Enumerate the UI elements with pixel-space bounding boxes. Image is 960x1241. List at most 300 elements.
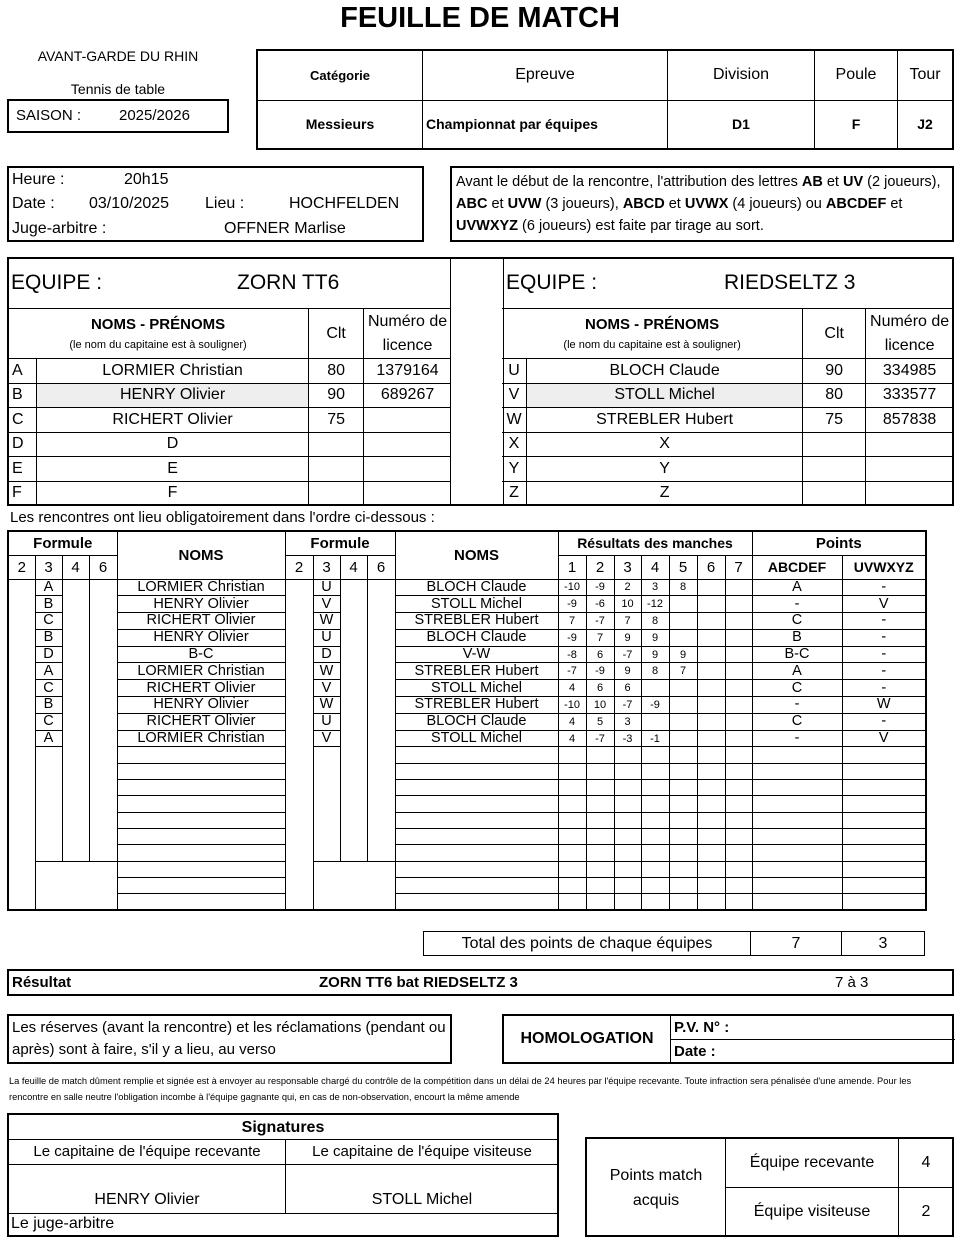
set-score xyxy=(725,861,752,877)
player-clt: 75 xyxy=(309,408,364,433)
set-score xyxy=(669,763,697,779)
set-score: 3 xyxy=(641,579,669,596)
set-score xyxy=(558,828,586,844)
set-score xyxy=(641,845,669,861)
noms-title: NOMS - PRÉNOMS xyxy=(585,316,720,333)
formule-a-cell: B xyxy=(35,629,62,646)
formule-b-cell xyxy=(285,845,313,861)
set-score xyxy=(725,596,752,613)
set-score xyxy=(725,763,752,779)
formule-a-cell xyxy=(62,780,89,796)
formule-b-cell xyxy=(285,579,313,596)
set-score xyxy=(558,845,586,861)
player-b-name xyxy=(395,894,558,910)
set-score: 10 xyxy=(586,697,614,714)
formule-a-cell xyxy=(8,629,35,646)
player-a-name xyxy=(117,796,285,812)
formule-b-cell: D xyxy=(313,646,340,663)
set-score xyxy=(586,894,614,910)
formule-a-cell xyxy=(62,596,89,613)
formule-a-cell xyxy=(8,763,35,779)
set-score: 10 xyxy=(614,596,641,613)
set-score xyxy=(614,747,641,763)
points-b xyxy=(842,845,926,861)
noms-a-header: NOMS xyxy=(117,531,285,579)
set-score xyxy=(669,713,697,730)
formule-b-cell xyxy=(367,697,395,714)
formule-b-cell xyxy=(340,680,367,697)
set-score xyxy=(614,796,641,812)
set-score: 2 xyxy=(614,579,641,596)
homologation-box xyxy=(502,1014,954,1064)
formule-b-cell: V xyxy=(313,730,340,747)
player-row xyxy=(8,457,451,482)
noms-header xyxy=(8,309,309,359)
set-col: 1 xyxy=(558,555,586,579)
set-score: 4 xyxy=(558,730,586,747)
note-bold: UVW xyxy=(507,196,542,212)
heure-value: 20h15 xyxy=(124,171,169,188)
formule-b-cell xyxy=(285,663,313,680)
formule-b-cell xyxy=(285,713,313,730)
formule-a-cell xyxy=(89,861,117,877)
player-licence xyxy=(364,408,451,433)
player-b-name: STREBLER Hubert xyxy=(395,697,558,714)
noms-title: NOMS - PRÉNOMS xyxy=(90,316,226,333)
points-b xyxy=(842,780,926,796)
set-score: 9 xyxy=(614,629,641,646)
match-row xyxy=(8,861,926,877)
team-b-name: RIEDSELTZ 3 xyxy=(724,271,856,294)
set-score: 4 xyxy=(558,713,586,730)
player-a-name xyxy=(117,877,285,893)
formule-b-cell xyxy=(285,877,313,893)
points-match-label-1: Points match xyxy=(609,1167,703,1184)
formule-a-cell xyxy=(62,697,89,714)
points-b: - xyxy=(842,629,926,646)
home-points: 4 xyxy=(898,1139,953,1188)
match-row xyxy=(8,613,926,630)
formule-a-col: 2 xyxy=(8,555,35,579)
set-score xyxy=(725,646,752,663)
licence-title-1: Numéro de xyxy=(367,312,448,330)
set-score xyxy=(669,629,697,646)
set-score xyxy=(558,894,586,910)
points-a: - xyxy=(752,596,842,613)
player-b-name xyxy=(395,780,558,796)
player-a-name: RICHERT Olivier xyxy=(117,680,285,697)
formule-a-cell xyxy=(62,861,89,877)
set-score xyxy=(558,763,586,779)
points-b xyxy=(842,894,926,910)
formule-b-cell xyxy=(367,828,395,844)
player-name: LORMIER Christian xyxy=(37,359,309,384)
formule-a-cell xyxy=(89,747,117,763)
player-name: STOLL Michel xyxy=(527,383,803,408)
formule-b-cell xyxy=(285,861,313,877)
clt-header: Clt xyxy=(309,309,364,359)
set-score xyxy=(641,894,669,910)
note-bold: AB xyxy=(801,174,823,190)
player-licence xyxy=(866,457,953,482)
formule-a-cell xyxy=(89,796,117,812)
points-col: UVWXYZ xyxy=(842,555,926,579)
away-captain-signature: STOLL Michel xyxy=(371,1191,473,1208)
player-a-name xyxy=(117,828,285,844)
lieu-label: Lieu : xyxy=(205,195,245,212)
player-letter: X xyxy=(502,432,527,457)
player-letter: F xyxy=(8,481,37,506)
formule-a-cell: C xyxy=(35,680,62,697)
note-bold: ABC xyxy=(456,196,488,212)
points-a xyxy=(752,877,842,893)
formule-b-cell xyxy=(285,812,313,828)
player-a-name: B-C xyxy=(117,646,285,663)
match-row xyxy=(8,812,926,828)
header-col-tour: Tour xyxy=(898,50,954,100)
formule-a-cell: A xyxy=(35,663,62,680)
formule-a-cell xyxy=(62,713,89,730)
match-row xyxy=(8,596,926,613)
player-name: STREBLER Hubert xyxy=(527,408,803,433)
player-clt: 90 xyxy=(803,359,866,384)
licence-header xyxy=(866,309,953,359)
result-label: Résultat xyxy=(12,974,72,991)
match-row xyxy=(8,845,926,861)
set-score xyxy=(586,763,614,779)
match-row xyxy=(8,796,926,812)
set-score xyxy=(669,747,697,763)
set-score xyxy=(697,613,725,630)
points-b: W xyxy=(842,697,926,714)
set-score xyxy=(669,828,697,844)
set-score xyxy=(558,861,586,877)
totals-b: 3 xyxy=(842,932,925,956)
formule-a-cell xyxy=(8,596,35,613)
player-licence xyxy=(364,432,451,457)
formule-b-cell xyxy=(367,613,395,630)
points-b xyxy=(842,796,926,812)
formule-b-cell xyxy=(313,796,340,812)
points-a xyxy=(752,828,842,844)
player-a-name: HENRY Olivier xyxy=(117,629,285,646)
season-value: 2025/2026 xyxy=(119,107,190,124)
formule-a-cell xyxy=(62,763,89,779)
small-print: La feuille de match dûment remplie et signée est à envoyer au responsable chargé du contrôle de la compétition dans un délai de 24 heures par l'équipe recevante. Toute infraction sera pénalisée d'une amende. Pour les rencontre en salle neutre l'obligation incombe à l'équipe gagnante qui, en cas de non-observation, encourt la même amende xyxy=(9,1076,912,1102)
set-score: -7 xyxy=(586,613,614,630)
formule-a-cell xyxy=(35,747,62,763)
set-score xyxy=(669,613,697,630)
set-score xyxy=(725,697,752,714)
formule-b-cell xyxy=(285,763,313,779)
formule-a-cell xyxy=(35,812,62,828)
player-a-name xyxy=(117,780,285,796)
set-score xyxy=(725,613,752,630)
points-col: ABCDEF xyxy=(752,555,842,579)
team-a-label: EQUIPE : xyxy=(11,271,103,294)
formule-a-cell xyxy=(8,646,35,663)
player-licence: 1379164 xyxy=(364,359,451,384)
set-score: 7 xyxy=(669,663,697,680)
formule-a-cell xyxy=(89,663,117,680)
header-val-tour: J2 xyxy=(898,100,954,149)
player-clt xyxy=(803,481,866,506)
set-score: -8 xyxy=(558,646,586,663)
formule-b-cell xyxy=(285,730,313,747)
formule-b-cell xyxy=(285,780,313,796)
set-score: -9 xyxy=(641,697,669,714)
set-score xyxy=(558,812,586,828)
formule-b-cell xyxy=(313,894,340,910)
formule-a-col: 6 xyxy=(89,555,117,579)
player-a-name xyxy=(117,861,285,877)
formule-b-cell xyxy=(285,629,313,646)
set-score: 7 xyxy=(558,613,586,630)
player-name: Z xyxy=(527,481,803,506)
points-a: A xyxy=(752,663,842,680)
set-score: -12 xyxy=(641,596,669,613)
note-bold: UV xyxy=(843,174,864,190)
points-b: V xyxy=(842,730,926,747)
player-a-name: HENRY Olivier xyxy=(117,697,285,714)
formule-b-cell xyxy=(340,596,367,613)
set-score: 6 xyxy=(586,680,614,697)
player-b-name xyxy=(395,861,558,877)
formule-a-cell xyxy=(8,613,35,630)
formule-b-cell: U xyxy=(313,579,340,596)
match-row xyxy=(8,747,926,763)
formule-b-cell xyxy=(313,763,340,779)
points-a: - xyxy=(752,730,842,747)
player-b-name xyxy=(395,877,558,893)
player-b-name: STOLL Michel xyxy=(395,730,558,747)
player-row xyxy=(502,383,953,408)
noms-subtitle: (le nom du capitaine est à souligner) xyxy=(563,339,741,351)
formule-b-cell xyxy=(313,845,340,861)
formule-a-cell xyxy=(8,812,35,828)
formule-a-cell: B xyxy=(35,596,62,613)
set-score: -1 xyxy=(641,730,669,747)
player-clt: 80 xyxy=(803,383,866,408)
formule-a-cell xyxy=(62,894,89,910)
set-score xyxy=(725,894,752,910)
formule-b-cell xyxy=(340,780,367,796)
points-a xyxy=(752,812,842,828)
set-score xyxy=(669,780,697,796)
set-score xyxy=(558,780,586,796)
formule-b-cell: V xyxy=(313,680,340,697)
formule-b-cell xyxy=(285,828,313,844)
formule-b-cell xyxy=(285,697,313,714)
set-score: -9 xyxy=(558,629,586,646)
note-text: et xyxy=(822,174,843,190)
header-val-division: D1 xyxy=(668,100,815,149)
formule-a-cell xyxy=(8,877,35,893)
player-b-name xyxy=(395,747,558,763)
set-score xyxy=(586,861,614,877)
formule-a-cell xyxy=(8,747,35,763)
set-score xyxy=(669,680,697,697)
match-row xyxy=(8,713,926,730)
formule-a-cell xyxy=(89,613,117,630)
reserves-box: Les réserves (avant la rencontre) et les réclamations (pendant ou après) sont à faire, s'il y a lieu, au verso xyxy=(7,1014,452,1064)
match-row xyxy=(8,828,926,844)
set-score xyxy=(725,780,752,796)
player-row xyxy=(8,359,451,384)
header-col-poule: Poule xyxy=(815,50,898,100)
formule-b-cell xyxy=(285,596,313,613)
set-score: -10 xyxy=(558,697,586,714)
set-col: 5 xyxy=(669,555,697,579)
club-sport: Tennis de table xyxy=(70,81,166,97)
set-score xyxy=(725,812,752,828)
points-b: - xyxy=(842,579,926,596)
player-letter: E xyxy=(8,457,37,482)
set-score xyxy=(614,780,641,796)
set-score xyxy=(641,763,669,779)
set-score xyxy=(697,828,725,844)
formule-b-cell: U xyxy=(313,629,340,646)
formule-a-cell xyxy=(8,579,35,596)
player-clt xyxy=(803,432,866,457)
totals-table xyxy=(423,931,925,956)
set-score: -7 xyxy=(558,663,586,680)
player-name: RICHERT Olivier xyxy=(37,408,309,433)
set-score xyxy=(614,861,641,877)
points-a: B xyxy=(752,629,842,646)
set-col: 4 xyxy=(641,555,669,579)
info-box xyxy=(7,166,424,242)
set-score xyxy=(669,812,697,828)
match-row xyxy=(8,646,926,663)
formule-a-cell xyxy=(8,663,35,680)
set-score: 8 xyxy=(641,613,669,630)
formule-b-cell xyxy=(340,845,367,861)
set-score: 5 xyxy=(586,713,614,730)
away-captain-label: Le capitaine de l'équipe visiteuse xyxy=(285,1140,558,1165)
formule-b-cell xyxy=(340,812,367,828)
match-row xyxy=(8,730,926,747)
set-score xyxy=(558,877,586,893)
formule-a-cell xyxy=(89,680,117,697)
player-row xyxy=(8,481,451,506)
formule-b-cell: W xyxy=(313,697,340,714)
formule-b-cell xyxy=(367,596,395,613)
formule-a-cell xyxy=(62,629,89,646)
formule-b-cell xyxy=(367,646,395,663)
set-score: 9 xyxy=(641,629,669,646)
formule-b-cell: W xyxy=(313,613,340,630)
formule-a-cell xyxy=(62,845,89,861)
formule-a-cell xyxy=(8,730,35,747)
homologation-date-cell xyxy=(670,1040,955,1062)
signatures-title: Signatures xyxy=(9,1117,557,1140)
set-score: -10 xyxy=(558,579,586,596)
set-score xyxy=(669,877,697,893)
formule-a-header: Formule xyxy=(8,531,117,555)
formule-a-cell xyxy=(35,780,62,796)
set-score xyxy=(614,828,641,844)
lieu-value: HOCHFELDEN xyxy=(289,195,400,212)
set-score xyxy=(669,845,697,861)
noms-header xyxy=(502,309,803,359)
note-bold: ABCD xyxy=(622,196,665,212)
matches-table xyxy=(7,530,927,911)
points-b: - xyxy=(842,613,926,630)
team-a-name: ZORN TT6 xyxy=(237,271,340,294)
home-team-label: Équipe recevante xyxy=(725,1139,898,1188)
set-score xyxy=(558,796,586,812)
set-score xyxy=(697,629,725,646)
formule-b-cell xyxy=(285,894,313,910)
set-score xyxy=(669,730,697,747)
noms-subtitle: (le nom du capitaine est à souligner) xyxy=(69,339,247,351)
set-score xyxy=(614,894,641,910)
formule-b-cell xyxy=(313,828,340,844)
points-b xyxy=(842,828,926,844)
set-score xyxy=(614,763,641,779)
set-score xyxy=(641,796,669,812)
formule-b-cell xyxy=(340,796,367,812)
set-score: 9 xyxy=(614,663,641,680)
team-b-table xyxy=(502,308,953,506)
totals-a: 7 xyxy=(751,932,842,956)
player-licence xyxy=(364,481,451,506)
clt-header: Clt xyxy=(803,309,866,359)
header-val-categorie: Messieurs xyxy=(257,100,423,149)
points-a: C xyxy=(752,613,842,630)
player-clt xyxy=(803,457,866,482)
note-bold: UVWXYZ xyxy=(456,218,519,234)
points-a: B-C xyxy=(752,646,842,663)
formule-a-cell xyxy=(8,780,35,796)
set-score xyxy=(697,877,725,893)
formule-b-cell xyxy=(285,613,313,630)
licence-title-2: licence xyxy=(382,336,433,354)
resultats-header: Résultats des manches xyxy=(558,531,752,555)
formule-b-cell xyxy=(285,646,313,663)
set-score xyxy=(697,747,725,763)
header-col-categorie: Catégorie xyxy=(257,50,423,100)
formule-b-cell xyxy=(285,680,313,697)
formule-b-col: 6 xyxy=(367,555,395,579)
player-b-name: STOLL Michel xyxy=(395,680,558,697)
set-score xyxy=(697,646,725,663)
player-b-name: STOLL Michel xyxy=(395,596,558,613)
player-row xyxy=(502,408,953,433)
player-name: HENRY Olivier xyxy=(37,383,309,408)
player-a-name xyxy=(117,845,285,861)
set-score xyxy=(614,845,641,861)
player-a-name: RICHERT Olivier xyxy=(117,713,285,730)
points-a xyxy=(752,861,842,877)
formule-a-cell xyxy=(8,861,35,877)
formule-a-cell xyxy=(89,697,117,714)
set-score: -9 xyxy=(586,663,614,680)
pv-cell xyxy=(670,1016,955,1040)
heure-label: Heure : xyxy=(12,171,65,188)
formule-b-cell xyxy=(313,877,340,893)
match-row xyxy=(8,579,926,596)
set-score: -9 xyxy=(558,596,586,613)
player-b-name xyxy=(395,763,558,779)
formule-a-cell xyxy=(8,828,35,844)
formule-a-cell xyxy=(62,613,89,630)
referee-divider xyxy=(9,1213,285,1214)
set-score xyxy=(697,845,725,861)
formule-a-cell xyxy=(35,763,62,779)
match-row xyxy=(8,680,926,697)
